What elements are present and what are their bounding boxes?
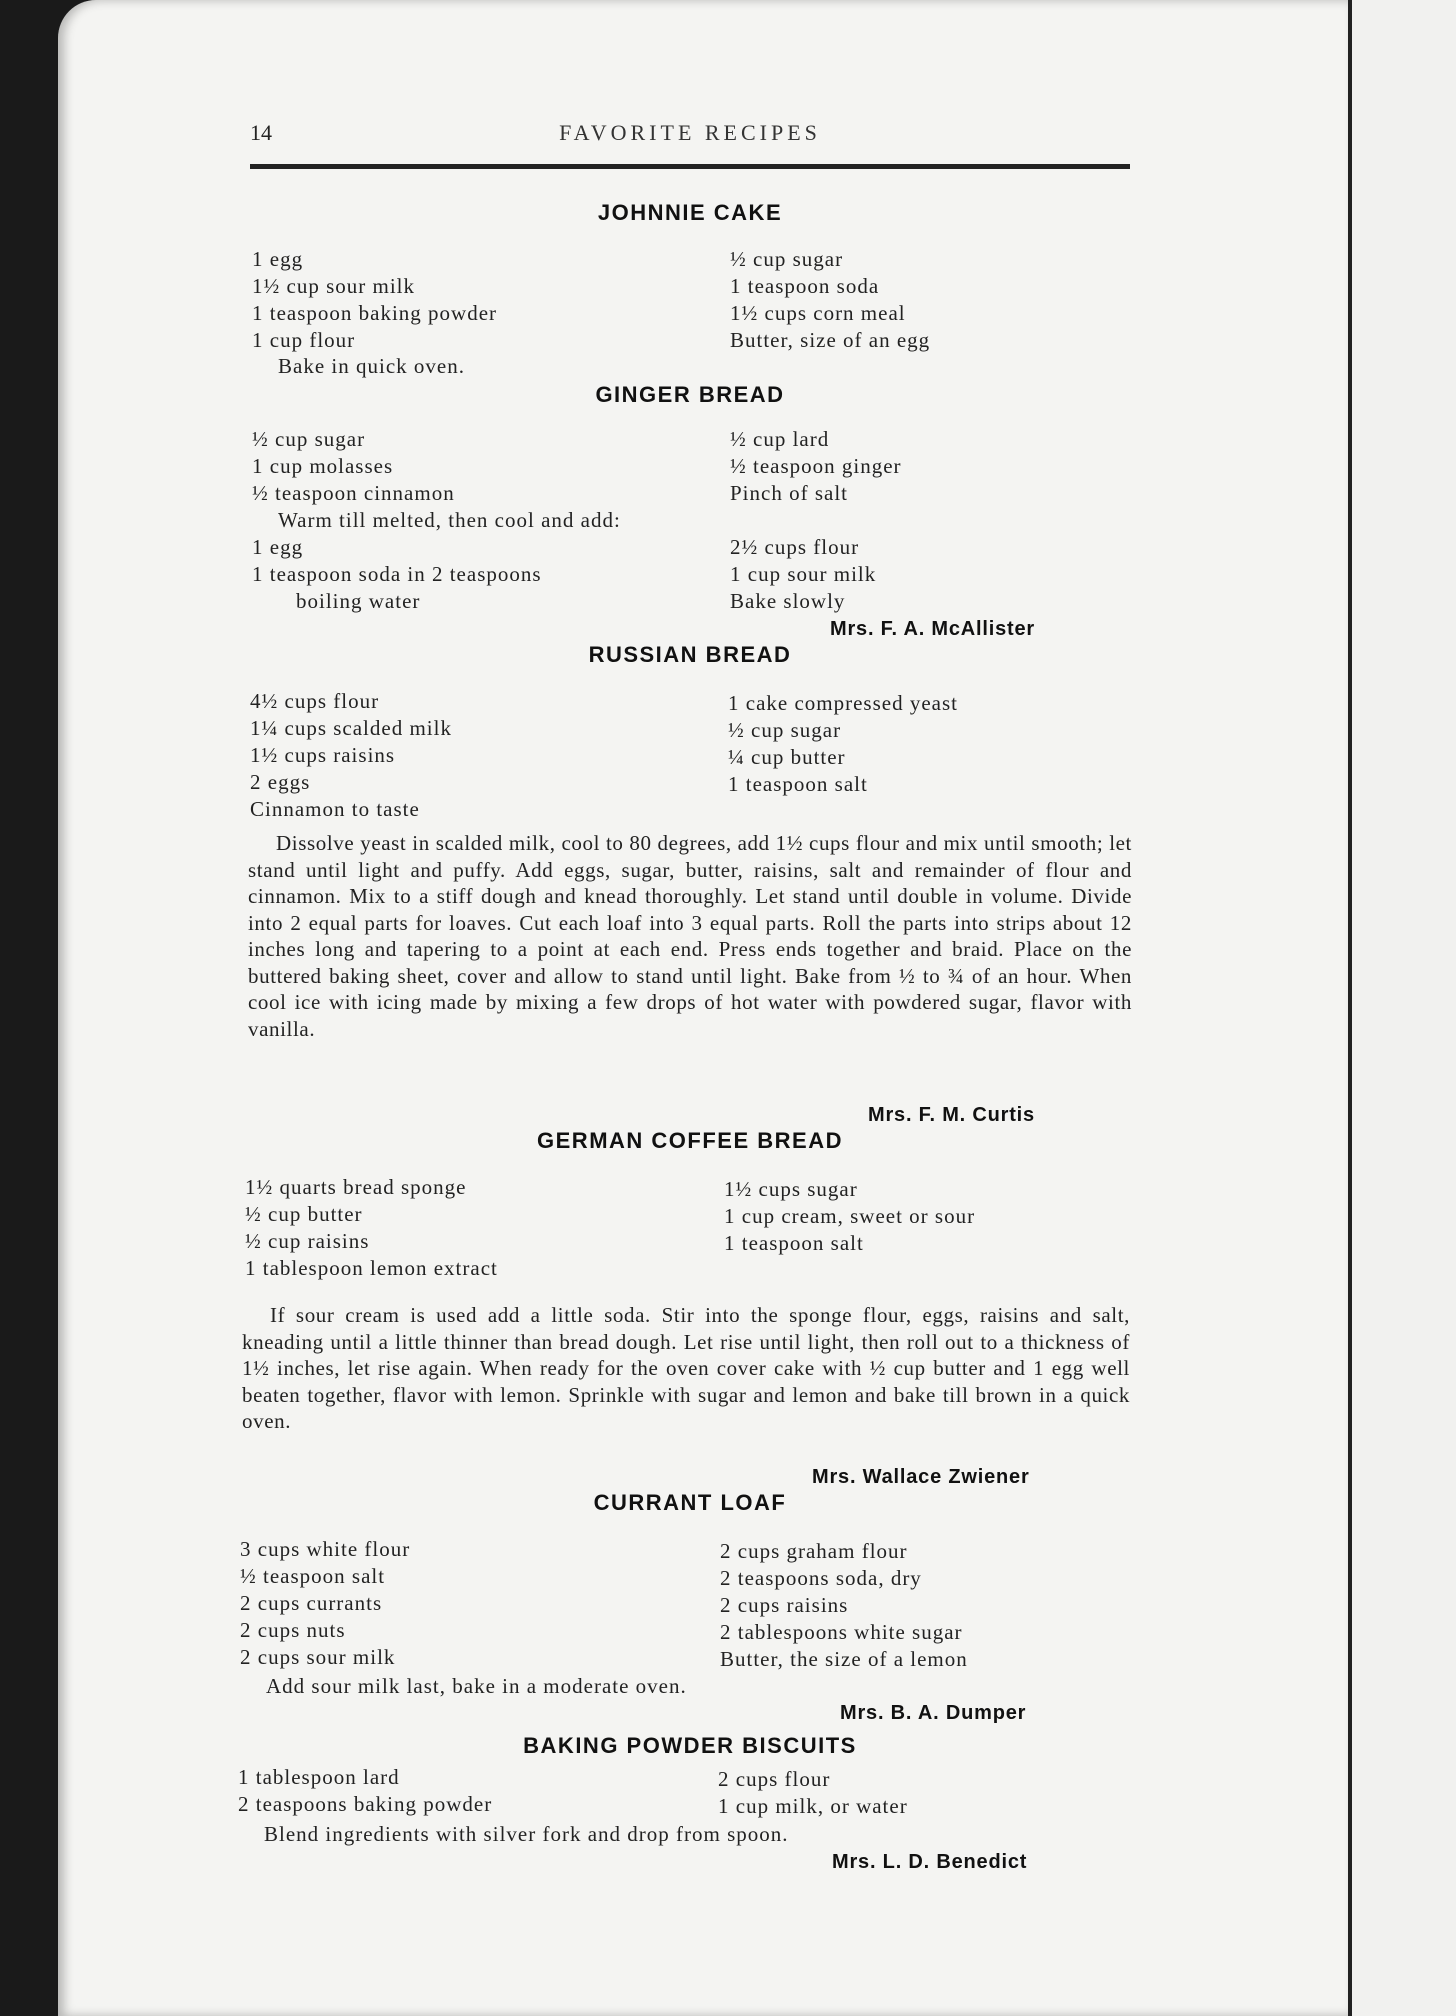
ingredient: 2 teaspoons soda, dry (720, 1566, 922, 1590)
ingredient: ½ teaspoon ginger (730, 454, 902, 478)
recipe-note: Add sour milk last, bake in a moderate oven. (266, 1674, 687, 1698)
ingredient: 2 cups currants (240, 1591, 383, 1615)
ingredient: ½ cup sugar (730, 247, 844, 271)
ingredients-right (720, 1538, 968, 1673)
ingredient: 1 cup milk, or water (718, 1794, 908, 1818)
ingredient: 1 cake compressed yeast (728, 691, 958, 715)
ingredient: ½ cup raisins (245, 1229, 370, 1253)
ingredient: 1 cup molasses (252, 454, 394, 478)
recipe-author: Mrs. B. A. Dumper (840, 1702, 1027, 1724)
ingredient: 1½ cups raisins (250, 743, 396, 767)
ingredients-left (240, 1536, 410, 1671)
recipe-author: Mrs. F. A. McAllister (830, 618, 1035, 640)
ingredient: 1 cup cream, sweet or sour (724, 1204, 976, 1228)
ingredient: 4½ cups flour (250, 689, 380, 713)
recipe-author: Mrs. L. D. Benedict (832, 1851, 1028, 1873)
ingredient: 1 teaspoon salt (728, 772, 868, 796)
ingredients-left-2 (252, 534, 542, 615)
ingredient: ½ teaspoon salt (240, 1564, 386, 1588)
ingredients-left (252, 246, 497, 354)
recipe-directions: Dissolve yeast in scalded milk, cool to 80 degrees, add 1½ cups flour and mix until smooth; let stand until light and puffy. Add eggs, sugar, butter, raisins, salt and remainder of flour and cinnamon. Mix to a stiff dough and knead thoroughly. Let stand until double in volume. Divide into 2 equal parts for loaves. Cut each loaf into 3 equal parts. Roll the parts into strips about 12 inches long and tapering to a point at each end. Press ends together and braid. Place on the buttered baking sheet, cover and allow to stand until light. Bake from ½ to ¾ of an hour. When cool ice with icing made by mixing a few drops of hot water with powdered sugar, flavor with vanilla. (248, 831, 1132, 1041)
ingredient: 1 tablespoon lemon extract (245, 1256, 498, 1280)
ingredients-right (728, 690, 958, 798)
ingredient: 1½ cups sugar (724, 1177, 858, 1201)
ingredients-right (724, 1176, 975, 1257)
ingredient: boiling water (296, 589, 421, 613)
ingredient: 3 cups white flour (240, 1537, 411, 1561)
ingredient: 1 teaspoon soda (730, 274, 880, 298)
ingredient: 1 tablespoon lard (238, 1765, 400, 1789)
recipe-title: BAKING POWDER BISCUITS (523, 1733, 857, 1758)
header-rule (250, 164, 1130, 169)
ingredient: 2 cups sour milk (240, 1645, 396, 1669)
ingredient: ½ cup butter (245, 1202, 363, 1226)
ingredient: 2½ cups flour (730, 535, 860, 559)
ingredient: 2 tablespoons white sugar (720, 1620, 963, 1644)
ingredient: 1¼ cups scalded milk (250, 716, 452, 740)
ingredients-right (730, 246, 930, 354)
ingredient: Pinch of salt (730, 481, 848, 505)
ingredient: Butter, size of an egg (730, 328, 931, 352)
recipe-note: Bake in quick oven. (278, 354, 465, 378)
ingredient: 2 cups nuts (240, 1618, 346, 1642)
running-title: FAVORITE RECIPES (559, 120, 821, 145)
recipe-title: CURRANT LOAF (593, 1490, 787, 1515)
next-page-edge (1352, 0, 1456, 2016)
recipe-author: Mrs. Wallace Zwiener (812, 1466, 1030, 1488)
ingredient: 1½ cup sour milk (252, 274, 415, 298)
ingredient: ½ cup sugar (728, 718, 842, 742)
recipe-title: GINGER BREAD (595, 382, 785, 407)
ingredient: Bake slowly (730, 589, 846, 613)
page-header (250, 120, 1130, 156)
ingredient: ¼ cup butter (728, 745, 846, 769)
recipe-author: Mrs. F. M. Curtis (868, 1104, 1035, 1126)
ingredients-left (250, 688, 452, 823)
ingredient: Cinnamon to taste (250, 797, 420, 821)
ingredient: 1 egg (252, 247, 304, 271)
ingredient: ½ cup sugar (252, 427, 366, 451)
ingredient: 1 egg (252, 535, 304, 559)
recipe-title: JOHNNIE CAKE (597, 200, 783, 225)
ingredient: 2 teaspoons baking powder (238, 1792, 493, 1816)
ingredients-right-2 (730, 534, 876, 615)
page-number: 14 (250, 120, 272, 145)
ingredient: ½ teaspoon cinnamon (252, 481, 455, 505)
recipe-directions: If sour cream is used add a little soda. Stir into the sponge flour, eggs, raisins and salt, kneading until a little thinner than bread dough. Let rise until light, then roll out to a thickness of 1½ inches, let rise again. When ready for the oven cover cake with ½ cup butter and 1 egg well beaten together, flavor with lemon. Sprinkle with sugar and lemon and bake till brown in a quick oven. (242, 1303, 1130, 1433)
ingredient: 2 cups raisins (720, 1593, 849, 1617)
recipe-title: GERMAN COFFEE BREAD (537, 1128, 843, 1153)
ingredient: 2 eggs (250, 770, 311, 794)
ingredients-left (238, 1764, 492, 1818)
ingredient: 1 teaspoon salt (724, 1231, 864, 1255)
ingredients-right (730, 426, 902, 507)
ingredient: 1 teaspoon baking powder (252, 301, 498, 325)
recipe-note: Blend ingredients with silver fork and drop from spoon. (264, 1822, 789, 1846)
ingredient: 1 cup sour milk (730, 562, 877, 586)
ingredient: 1 cup flour (252, 328, 356, 352)
ingredients-right (718, 1766, 908, 1820)
ingredients-left (252, 426, 455, 507)
ingredient: Butter, the size of a lemon (720, 1647, 968, 1671)
ingredient: 2 cups flour (718, 1767, 831, 1791)
recipe-note: Warm till melted, then cool and add: (278, 508, 621, 532)
recipe-title: RUSSIAN BREAD (588, 642, 792, 667)
ingredients-left (245, 1174, 498, 1282)
ingredient: 2 cups graham flour (720, 1539, 908, 1563)
ingredient: 1 teaspoon soda in 2 teaspoons (252, 562, 542, 586)
ingredient: 1½ quarts bread sponge (245, 1175, 467, 1199)
ingredient: 1½ cups corn meal (730, 301, 906, 325)
ingredient: ½ cup lard (730, 427, 830, 451)
